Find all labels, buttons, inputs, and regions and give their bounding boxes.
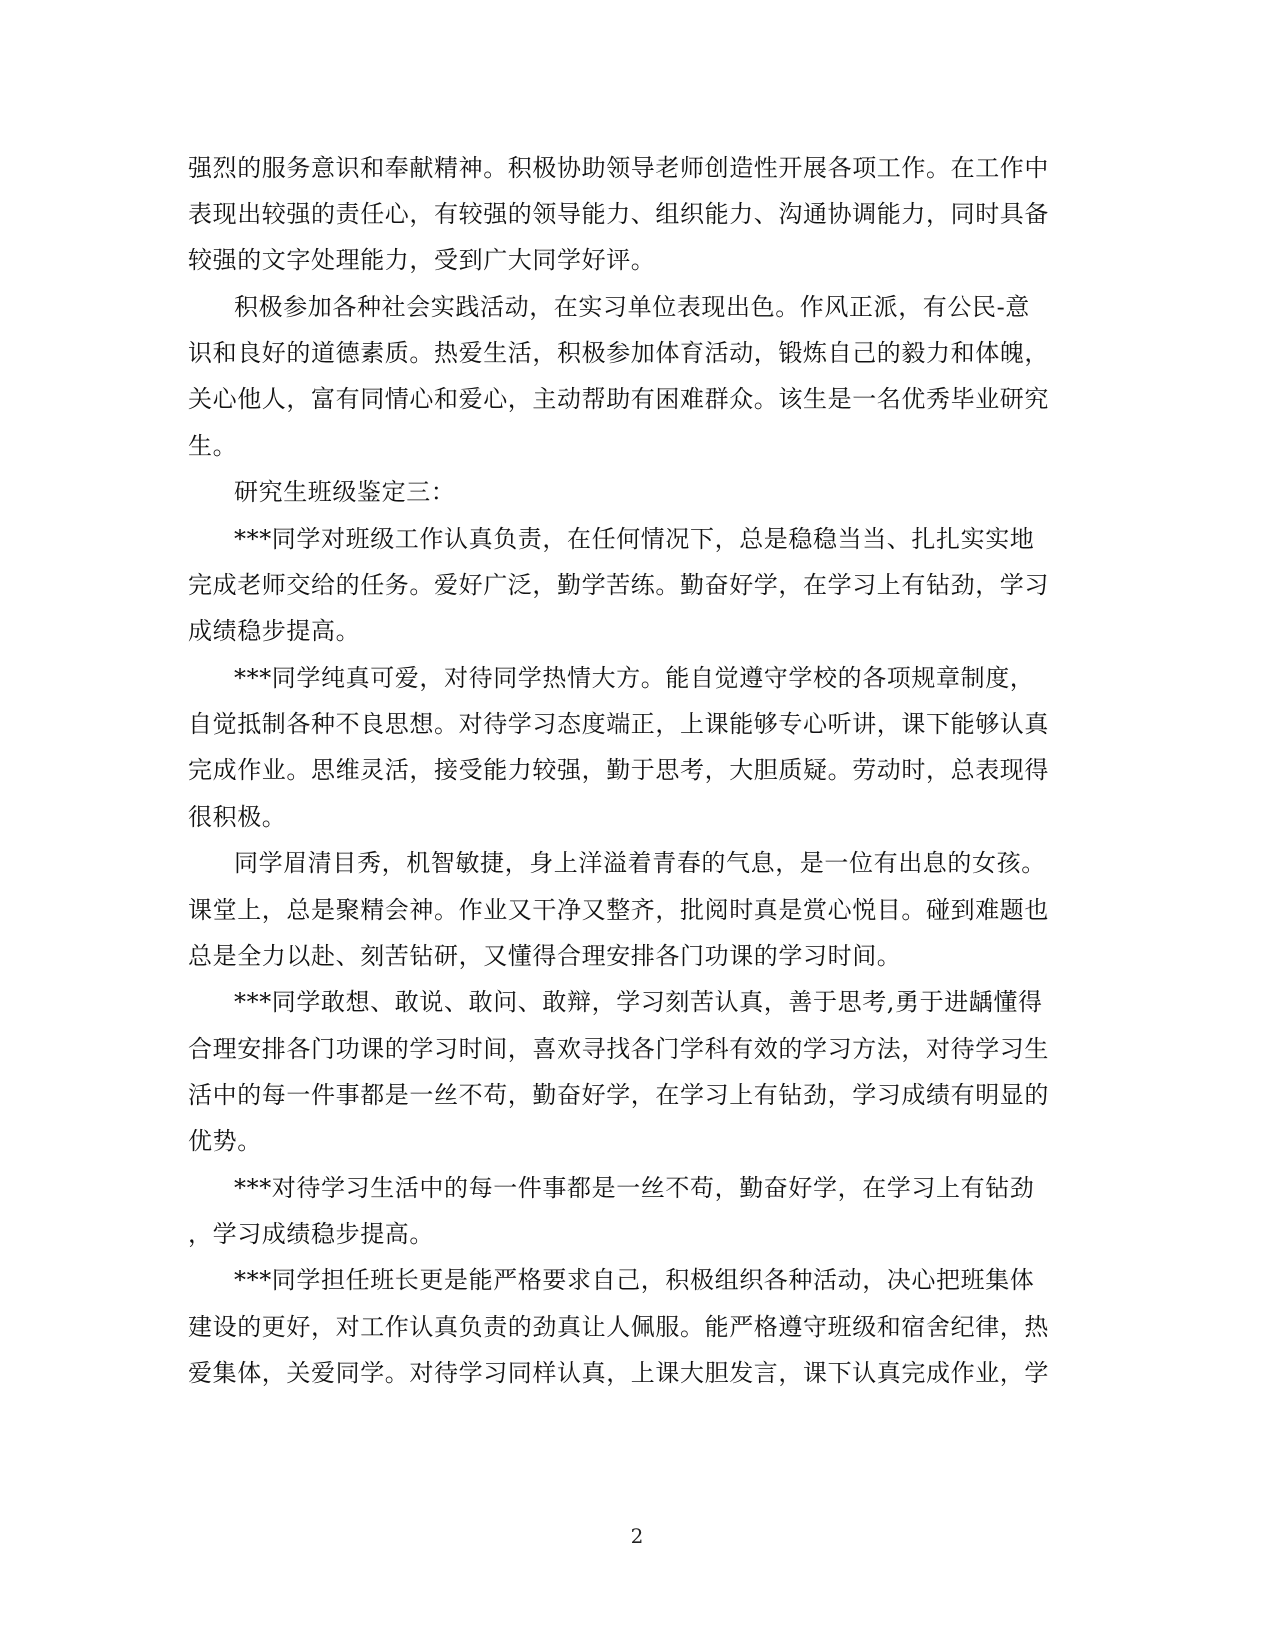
text-line: 积极参加各种社会实践活动，在实习单位表现出色。作风正派，有公民-意 (234, 293, 1030, 321)
text-line: 完成老师交给的任务。爱好广泛，勤学苦练。勤奋好学，在学习上有钻劲，学习 (188, 571, 1049, 599)
text-line: 优势。 (188, 1127, 262, 1155)
text-line: 较强的文字处理能力，受到广大同学好评。 (188, 246, 656, 274)
text-line: ***同学敢想、敢说、敢问、敢辩，学习刻苦认真，善于思考,勇于进龋懂得 (234, 988, 1043, 1016)
text-line: 活中的每一件事都是一丝不苟，勤奋好学，在学习上有钻劲，学习成绩有明显的 (188, 1081, 1049, 1109)
page-number: 2 (630, 1524, 644, 1548)
text-line: 总是全力以赴、刻苦钻研，又懂得合理安排各门功课的学习时间。 (188, 942, 902, 970)
section-heading: 研究生班级鉴定三： (234, 478, 456, 506)
text-line: 合理安排各门功课的学习时间，喜欢寻找各门学科有效的学习方法，对待学习生 (188, 1035, 1049, 1063)
text-line: 自觉抵制各种不良思想。对待学习态度端正，上课能够专心听讲，课下能够认真 (188, 710, 1049, 738)
text-line: 同学眉清目秀，机智敏捷，身上洋溢着青春的气息，是一位有出息的女孩。 (234, 849, 1046, 877)
text-line: ***同学纯真可爱，对待同学热情大方。能自觉遵守学校的各项规章制度， (234, 664, 1035, 692)
text-line: 课堂上，总是聚精会神。作业又干净又整齐，批阅时真是赏心悦目。碰到难题也 (188, 896, 1049, 924)
text-line: 生。 (188, 432, 238, 460)
text-line: 成绩稳步提高。 (188, 617, 361, 645)
text-line: 强烈的服务意识和奉献精神。积极协助领导老师创造性开展各项工作。在工作中 (188, 154, 1049, 182)
text-line: 完成作业。思维灵活，接受能力较强，勤于思考，大胆质疑。劳动时，总表现得 (188, 756, 1049, 784)
text-line: ***同学担任班长更是能严格要求自己，积极组织各种活动，决心把班集体 (234, 1266, 1035, 1294)
text-line: 建设的更好，对工作认真负责的劲真让人佩服。能严格遵守班级和宿舍纪律，热 (188, 1313, 1049, 1341)
text-line: 识和良好的道德素质。热爱生活，积极参加体育活动，锻炼自己的毅力和体魄， (188, 339, 1049, 367)
text-line: ***对待学习生活中的每一件事都是一丝不苟，勤奋好学，在学习上有钻劲 (234, 1174, 1035, 1202)
text-line: 表现出较强的责任心，有较强的领导能力、组织能力、沟通协调能力，同时具备 (188, 200, 1049, 228)
text-line: ，学习成绩稳步提高。 (188, 1220, 434, 1248)
text-line: ***同学对班级工作认真负责，在任何情况下，总是稳稳当当、扎扎实实地 (234, 525, 1035, 553)
text-line: 关心他人，富有同情心和爱心，主动帮助有困难群众。该生是一名优秀毕业研究 (188, 385, 1049, 413)
text-line: 很积极。 (188, 803, 287, 831)
text-line: 爱集体，关爱同学。对待学习同样认真，上课大胆发言，课下认真完成作业，学 (188, 1359, 1049, 1387)
